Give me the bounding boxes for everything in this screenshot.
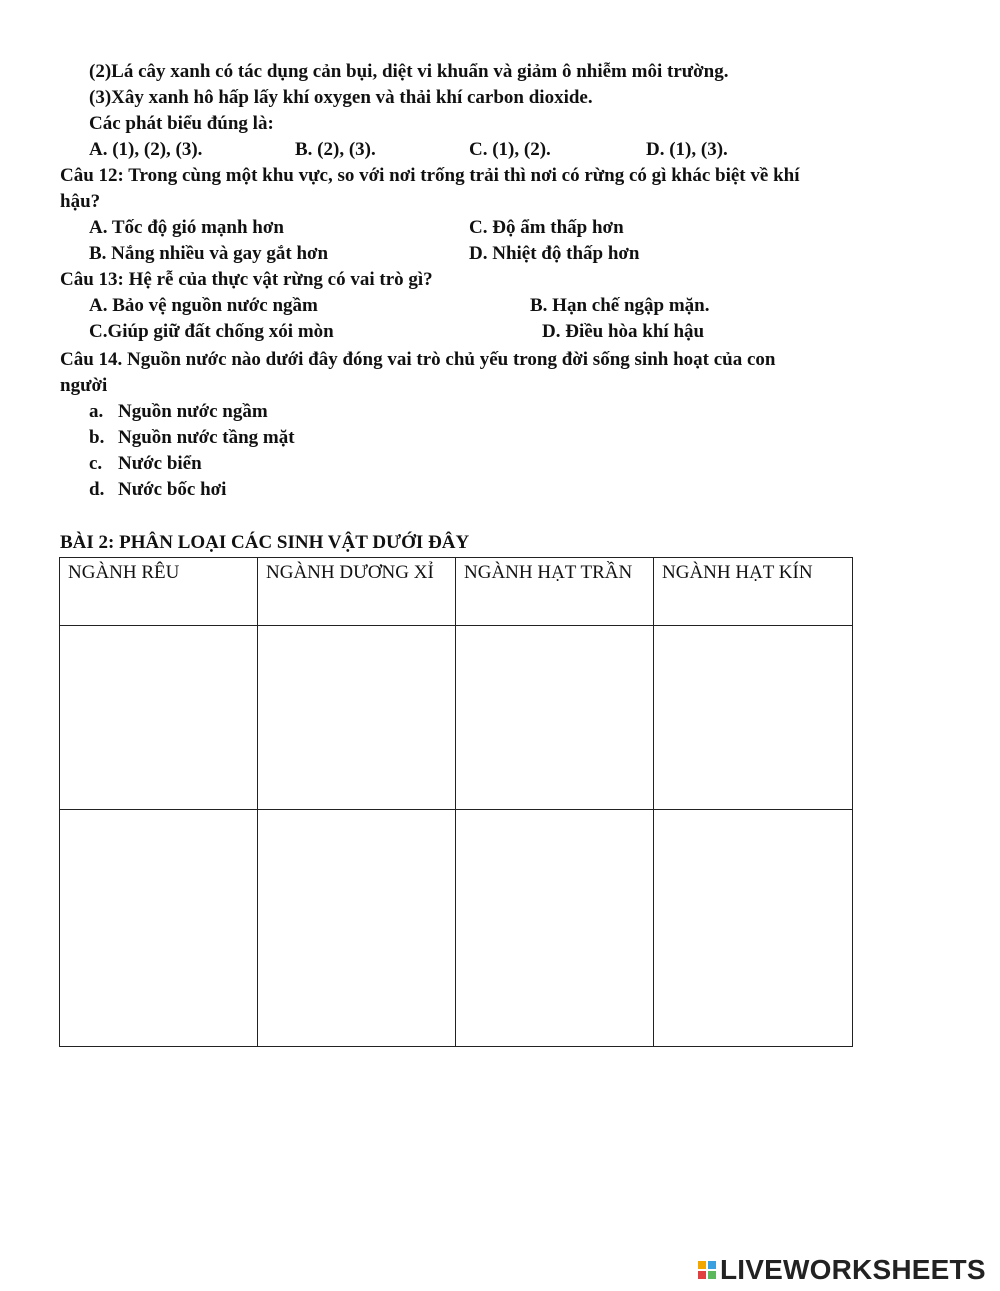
drop-cell-moss-2[interactable] bbox=[60, 810, 258, 1047]
q11-option-c: C. (1), (2). bbox=[469, 139, 551, 160]
classification-table bbox=[59, 557, 853, 1047]
q14-option-a bbox=[89, 399, 268, 425]
q14-option-a-marker: a. bbox=[89, 401, 104, 422]
q14-option-d-marker: d. bbox=[89, 479, 105, 500]
q14-option-b-marker: b. bbox=[89, 427, 105, 448]
liveworksheets-logo bbox=[698, 1254, 986, 1286]
drop-cell-angiosperm-2[interactable] bbox=[654, 810, 853, 1047]
table-row bbox=[60, 626, 853, 810]
header-angiosperm: NGÀNH HẠT KÍN bbox=[654, 558, 853, 626]
table-row bbox=[60, 810, 853, 1047]
q14-option-b bbox=[89, 425, 295, 451]
q14-stem-line-1: Câu 14. Nguồn nước nào dưới đây đóng vai trò chủ yếu trong đời sống sinh hoạt của con bbox=[60, 349, 776, 370]
q14-stem-line-2: người bbox=[60, 375, 108, 396]
drop-cell-moss-1[interactable] bbox=[60, 626, 258, 810]
q14-option-d bbox=[89, 477, 226, 503]
q14-option-c bbox=[89, 451, 202, 477]
drop-cell-gymnosperm-1[interactable] bbox=[456, 626, 654, 810]
q13-option-d: D. Điều hòa khí hậu bbox=[542, 321, 705, 342]
statement-2: (2)Lá cây xanh có tác dụng cản bụi, diệt vi khuẩn và giảm ô nhiễm môi trường. bbox=[89, 61, 729, 82]
logo-blocks-icon bbox=[698, 1261, 716, 1279]
q11-option-b: B. (2), (3). bbox=[295, 139, 376, 160]
q12-option-d: D. Nhiệt độ thấp hơn bbox=[469, 243, 640, 264]
q12-option-b: B. Nắng nhiều và gay gắt hơn bbox=[89, 243, 329, 264]
q14-option-b-text: Nguồn nước tầng mặt bbox=[118, 427, 295, 448]
q14-option-c-text: Nước biển bbox=[118, 453, 202, 474]
correct-statements-prompt: Các phát biểu đúng là: bbox=[89, 113, 274, 134]
q13-option-a: A. Bảo vệ nguồn nước ngầm bbox=[89, 295, 318, 316]
q14-option-a-text: Nguồn nước ngầm bbox=[118, 401, 268, 422]
q12-stem-line-1: Câu 12: Trong cùng một khu vực, so với nơi trống trải thì nơi có rừng có gì khác biệt về khí bbox=[60, 165, 800, 186]
q11-option-d: D. (1), (3). bbox=[646, 139, 728, 160]
q13-option-c: C.Giúp giữ đất chống xói mòn bbox=[89, 321, 334, 342]
q12-option-c: C. Độ ẩm thấp hơn bbox=[469, 217, 624, 238]
drop-cell-fern-2[interactable] bbox=[258, 810, 456, 1047]
statement-3: (3)Xây xanh hô hấp lấy khí oxygen và thải khí carbon dioxide. bbox=[89, 87, 593, 108]
q12-stem-line-2: hậu? bbox=[60, 191, 101, 212]
q11-option-a: A. (1), (2), (3). bbox=[89, 139, 203, 160]
q12-option-a: A. Tốc độ gió mạnh hơn bbox=[89, 217, 284, 238]
header-gymnosperm: NGÀNH HẠT TRẦN bbox=[456, 558, 654, 626]
header-fern: NGÀNH DƯƠNG XỈ bbox=[258, 558, 456, 626]
table-header-row bbox=[60, 558, 853, 626]
section-2-title: BÀI 2: PHÂN LOẠI CÁC SINH VẬT DƯỚI ĐÂY bbox=[60, 532, 470, 553]
drop-cell-fern-1[interactable] bbox=[258, 626, 456, 810]
q13-option-b: B. Hạn chế ngập mặn. bbox=[530, 295, 710, 316]
logo-wordmark: LIVEWORKSHEETS bbox=[720, 1254, 986, 1285]
q14-option-d-text: Nước bốc hơi bbox=[118, 479, 227, 500]
q14-option-c-marker: c. bbox=[89, 453, 103, 474]
q13-stem: Câu 13: Hệ rễ của thực vật rừng có vai trò gì? bbox=[60, 269, 433, 290]
drop-cell-angiosperm-1[interactable] bbox=[654, 626, 853, 810]
header-moss: NGÀNH RÊU bbox=[60, 558, 258, 626]
drop-cell-gymnosperm-2[interactable] bbox=[456, 810, 654, 1047]
